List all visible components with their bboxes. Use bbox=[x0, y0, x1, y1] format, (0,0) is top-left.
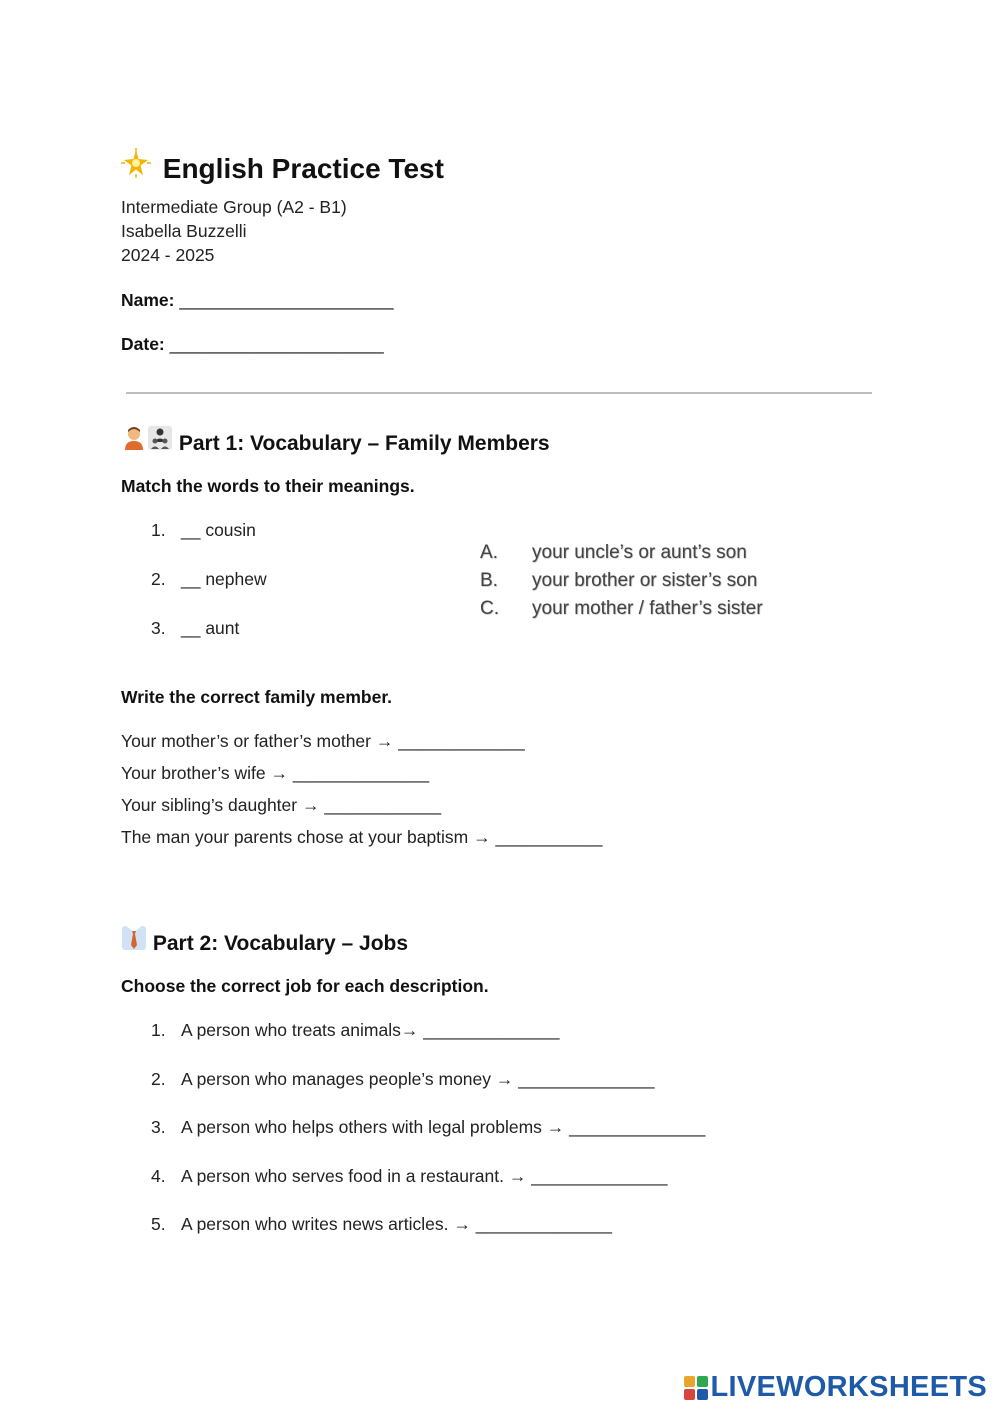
meaning-option: C. your mother / father’s sister bbox=[480, 598, 763, 619]
date-label: Date: bbox=[121, 334, 165, 354]
page-title-text: English Practice Test bbox=[162, 153, 444, 184]
logo-block bbox=[684, 1376, 695, 1387]
name-field[interactable] bbox=[121, 290, 394, 311]
date-blank[interactable]: ______________________ bbox=[169, 334, 384, 354]
list-item: 2. __ nephew bbox=[151, 569, 267, 589]
list-item: 1. __ cousin bbox=[151, 520, 256, 540]
school-year: 2024 - 2025 bbox=[121, 245, 215, 265]
logo-blocks-icon bbox=[684, 1376, 708, 1400]
person-icon bbox=[121, 426, 147, 456]
page-title bbox=[121, 148, 444, 185]
divider bbox=[126, 392, 872, 394]
logo-text: LIVEWORKSHEETS bbox=[710, 1371, 987, 1403]
write-item[interactable]: Your brother’s wife → ______________ bbox=[121, 763, 430, 783]
part2-title: Part 2: Vocabulary – Jobs bbox=[152, 932, 409, 955]
part2-heading bbox=[121, 926, 408, 956]
write-item[interactable]: The man your parents chose at your baptism → ___________ bbox=[121, 827, 603, 847]
logo-block bbox=[697, 1389, 708, 1400]
star-icon bbox=[121, 148, 155, 185]
family-icon bbox=[147, 426, 173, 456]
logo-block bbox=[684, 1389, 695, 1400]
logo-block bbox=[697, 1376, 708, 1387]
name-label: Name: bbox=[121, 290, 175, 310]
write-instruction: Write the correct family member. bbox=[121, 687, 393, 707]
group-label: Intermediate Group (A2 - B1) bbox=[121, 197, 347, 217]
meaning-option: B. your brother or sister’s son bbox=[480, 570, 758, 591]
necktie-icon bbox=[121, 926, 147, 956]
list-item: 1. A person who treats animals→ ______________ bbox=[151, 1020, 560, 1040]
list-item: 4. A person who serves food in a restaurant. → ______________ bbox=[151, 1166, 668, 1186]
liveworksheets-logo[interactable] bbox=[684, 1371, 988, 1404]
list-item: 3. A person who helps others with legal problems → ______________ bbox=[151, 1117, 706, 1137]
list-item: 3. __ aunt bbox=[151, 618, 240, 638]
teacher-name: Isabella Buzzelli bbox=[121, 221, 247, 241]
name-blank[interactable]: ______________________ bbox=[179, 290, 394, 310]
list-item: 5. A person who writes news articles. → ______________ bbox=[151, 1214, 612, 1234]
write-item[interactable]: Your mother’s or father’s mother → _____________ bbox=[121, 731, 525, 751]
write-item[interactable]: Your sibling’s daughter → ____________ bbox=[121, 795, 442, 815]
meaning-option: A. your uncle’s or aunt’s son bbox=[480, 542, 747, 563]
list-item: 2. A person who manages people’s money → ______________ bbox=[151, 1069, 655, 1089]
date-field[interactable] bbox=[121, 334, 384, 355]
jobs-instruction: Choose the correct job for each description. bbox=[121, 976, 489, 996]
part1-heading bbox=[121, 426, 550, 456]
match-instruction: Match the words to their meanings. bbox=[121, 476, 415, 496]
part1-title: Part 1: Vocabulary – Family Members bbox=[178, 432, 550, 455]
